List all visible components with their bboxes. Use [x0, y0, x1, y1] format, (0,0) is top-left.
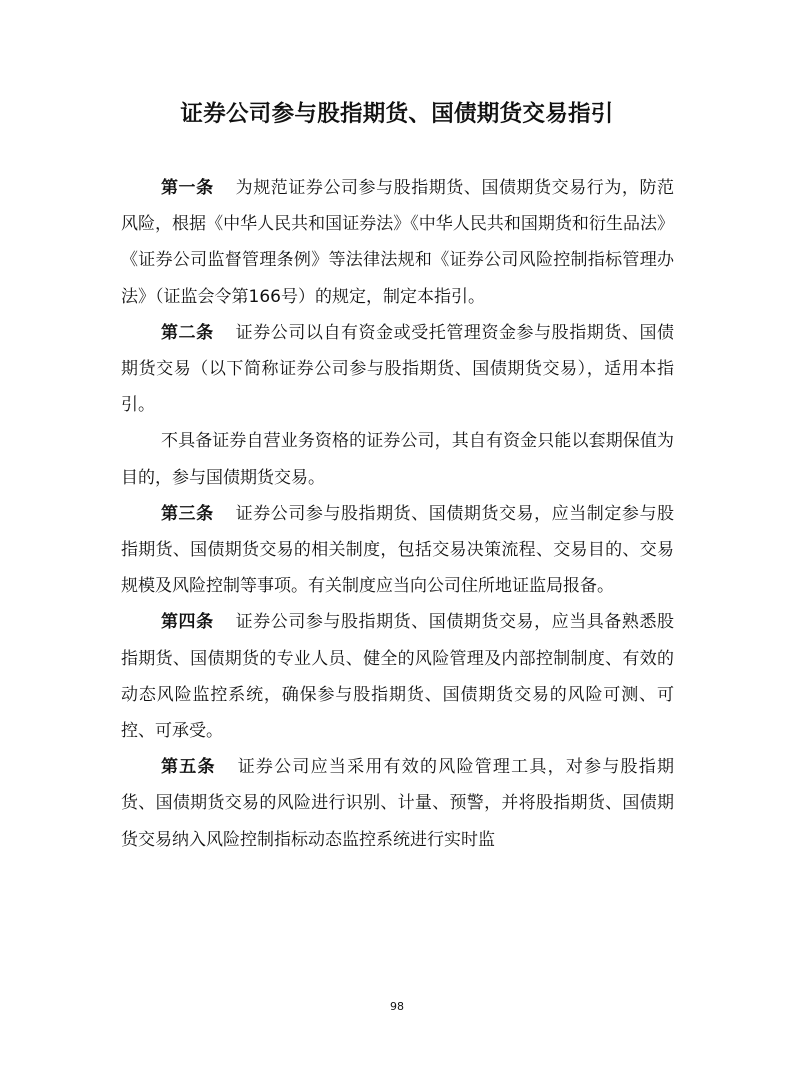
article-label: 第四条	[161, 612, 214, 633]
paragraph-text: 证券公司参与股指期货、国债期货交易，应当具备熟悉股指期货、国债期货的专业人员、健全的风险管理及内部控制制度、有效的动态风险监控系统，确保参与股指期货、国债期货交易的风险可测、可控、可承受。	[121, 612, 675, 742]
article-label: 第二条	[161, 322, 214, 343]
paragraph-article-1	[121, 170, 674, 315]
paragraph-text: 证券公司参与股指期货、国债期货交易，应当制定参与股指期货、国债期货交易的相关制度，包括交易决策流程、交易目的、交易规模及风险控制等事项。有关制度应当向公司住所地证监局报备。	[121, 503, 675, 597]
paragraph-text: 为规范证券公司参与股指期货、国债期货交易行为，防范风险，根据《中华人民共和国证券法》《中华人民共和国期货和衍生品法》《证券公司监督管理条例》等法律法规和《证券公司风险控制指标管理办法》（证监会令第166号）的规定，制定本指引。	[121, 178, 675, 307]
paragraph-text: 证券公司应当采用有效的风险管理工具，对参与股指期货、国债期货交易的风险进行识别、计量、预警，并将股指期货、国债期货交易纳入风险控制指标动态监控系统进行实时监	[121, 757, 675, 850]
article-label: 第五条	[161, 757, 216, 778]
paragraph-article-5	[121, 749, 674, 858]
paragraph-text: 不具备证券自营业务资格的证券公司，其自有资金只能以套期保值为目的，参与国债期货交易。	[121, 431, 674, 488]
document-body	[121, 170, 674, 858]
paragraph-article-2-continued	[121, 423, 674, 495]
page-number: 98	[390, 1000, 404, 1013]
paragraph-article-4	[121, 604, 674, 749]
paragraph-article-3	[121, 496, 674, 605]
paragraph-text: 证券公司以自有资金或受托管理资金参与股指期货、国债期货交易（以下简称证券公司参与股指期货、国债期货交易），适用本指引。	[121, 322, 675, 416]
paragraph-article-2	[121, 315, 674, 424]
article-label: 第一条	[161, 178, 214, 198]
article-label: 第三条	[161, 503, 214, 524]
page-title: 证券公司参与股指期货、国债期货交易指引	[180, 101, 614, 127]
